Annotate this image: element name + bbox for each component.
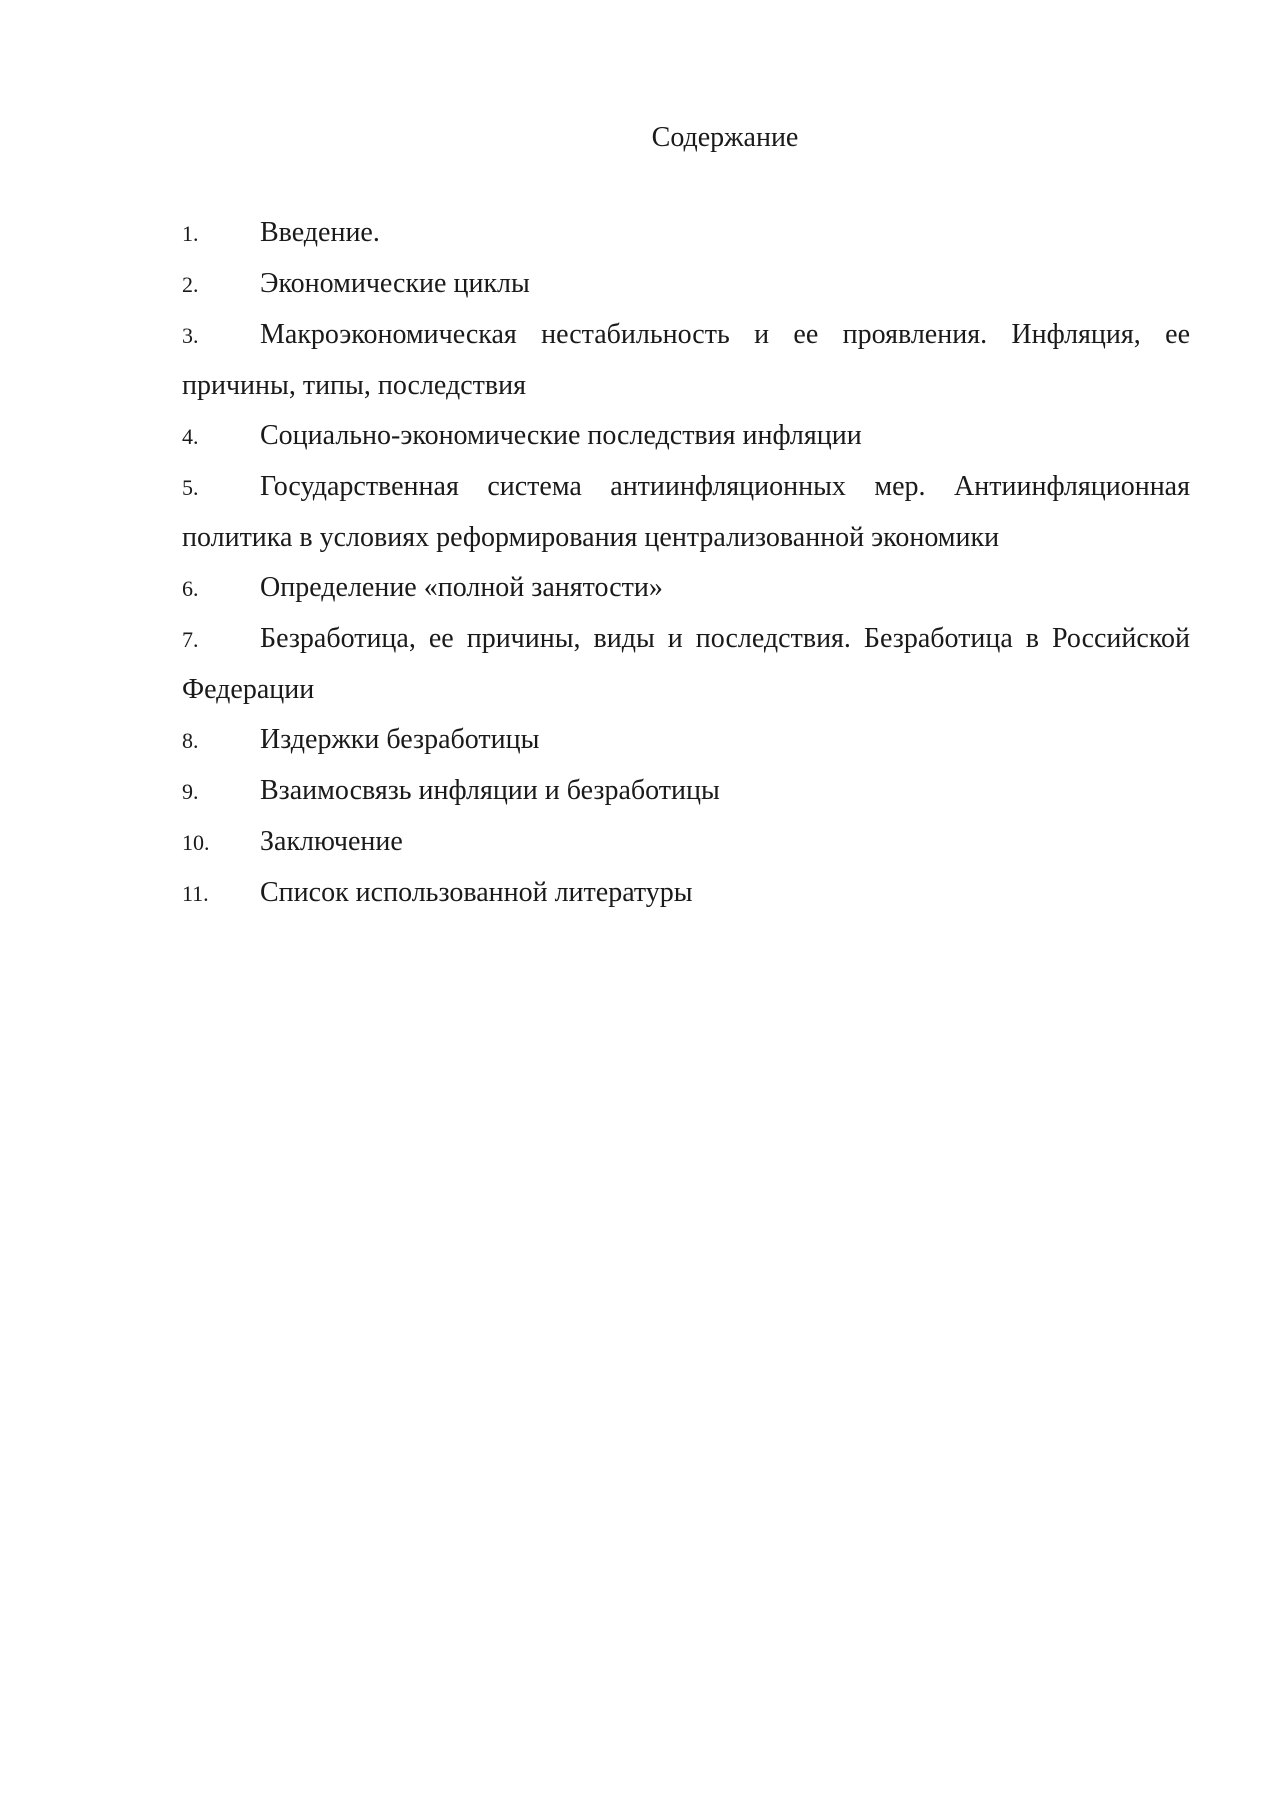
toc-item-text: Список использованной литературы (260, 877, 693, 908)
toc-item-number: 8. (182, 728, 199, 753)
toc-item-number: 7. (182, 627, 199, 652)
toc-item-10 (182, 817, 1190, 868)
toc-item-text: Определение «полной занятости» (260, 572, 663, 603)
toc-item-9 (182, 766, 1190, 817)
toc-item-number: 5. (182, 475, 199, 500)
toc-item-text: Социально-экономические последствия инфляции (260, 420, 862, 451)
toc-item-1 (182, 208, 1190, 259)
toc-item-number: 1. (182, 221, 199, 246)
toc-item-4 (182, 411, 1190, 462)
toc-item-text: Государственная система антиинфляционных мер. Антиинфляционная политика в условиях реформирования централизованной экономики (182, 471, 1190, 553)
toc-item-number: 3. (182, 323, 199, 348)
toc-item-text: Экономические циклы (260, 268, 530, 299)
toc-item-7 (182, 614, 1190, 715)
toc-item-number: 10. (182, 830, 210, 855)
toc-item-8 (182, 715, 1190, 766)
toc-item-number: 4. (182, 424, 199, 449)
toc-item-number: 11. (182, 881, 209, 906)
toc-item-6 (182, 563, 1190, 614)
toc-item-3 (182, 310, 1190, 411)
toc-item-2 (182, 259, 1190, 310)
toc-item-text: Безработица, ее причины, виды и последствия. Безработица в Российской Федерации (182, 623, 1190, 705)
toc-item-number: 9. (182, 779, 199, 804)
toc-item-11 (182, 868, 1190, 919)
toc-item-5 (182, 462, 1190, 563)
toc-item-text: Введение. (260, 217, 380, 248)
toc-item-text: Макроэкономическая нестабильность и ее проявления. Инфляция, ее причины, типы, последствия (182, 319, 1190, 401)
table-of-contents (182, 208, 1190, 919)
page-title: Содержание (651, 122, 799, 153)
toc-item-text: Заключение (260, 826, 403, 857)
toc-item-number: 2. (182, 272, 199, 297)
toc-item-number: 6. (182, 576, 199, 601)
toc-item-text: Взаимосвязь инфляции и безработицы (260, 775, 720, 806)
toc-item-text: Издержки безработицы (260, 724, 540, 755)
